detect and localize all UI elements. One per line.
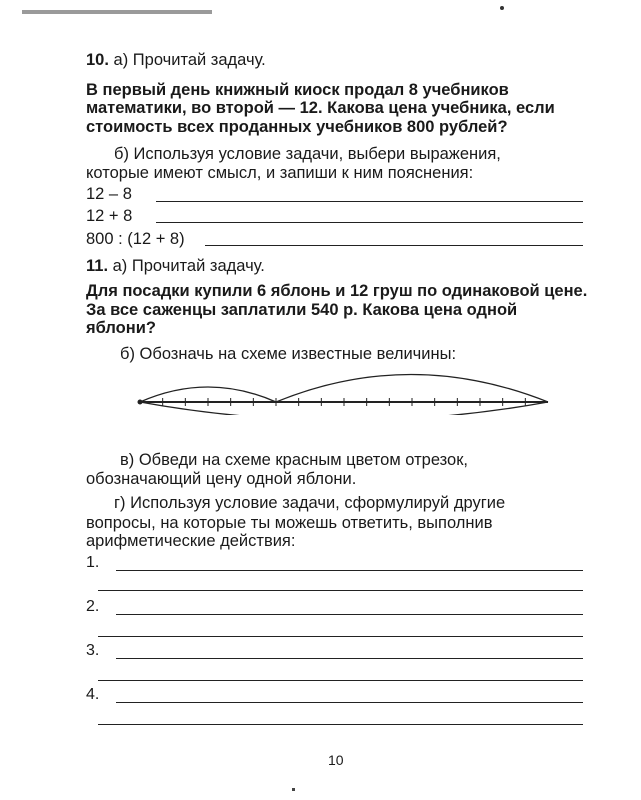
- task10-number: 10.: [86, 51, 109, 69]
- expression-1: 12 – 8: [86, 185, 132, 203]
- page-number: 10: [328, 752, 344, 768]
- question-number-3: 3.: [86, 642, 100, 659]
- task11-number: 11.: [86, 257, 109, 275]
- task10-problem-line-1: В первый день книжный киоск продал 8 учебников: [86, 81, 509, 99]
- top-decorative-rule: [22, 10, 212, 14]
- task10-problem-line-3: стоимость всех проданных учебников 800 рублей?: [86, 118, 508, 136]
- question-4-line-b[interactable]: [98, 724, 583, 725]
- task10-part-b-line-2: которые имеют смысл, и запиши к ним пояснения:: [86, 164, 474, 182]
- task11-part-g-line-1: г) Используя условие задачи, сформулируй другие: [114, 494, 506, 512]
- expression-2: 12 + 8: [86, 207, 133, 225]
- question-4-line-a[interactable]: [116, 702, 583, 703]
- answer-line-expression-3[interactable]: [205, 245, 583, 246]
- question-1-line-b[interactable]: [98, 590, 583, 591]
- task11-problem-line-2: За все саженцы заплатили 540 р. Какова цена одной: [86, 301, 518, 319]
- scheme-start-point: [138, 400, 143, 405]
- question-number-1: 1.: [86, 554, 100, 571]
- task11-part-g-line-3: арифметические действия:: [86, 532, 296, 550]
- page-speck: [500, 6, 504, 10]
- task11-problem-line-3: яблони?: [86, 319, 156, 337]
- bottom-speck: [292, 788, 295, 791]
- expression-3: 800 : (12 + 8): [86, 230, 185, 248]
- task10-problem-line-2: математики, во второй — 12. Какова цена учебника, если: [86, 99, 555, 117]
- task11-part-b: б) Обозначь на схеме известные величины:: [120, 345, 457, 363]
- question-number-4: 4.: [86, 686, 100, 703]
- question-number-2: 2.: [86, 598, 100, 615]
- question-2-line-a[interactable]: [116, 614, 583, 615]
- task10-part-b-line-1: б) Используя условие задачи, выбери выражения,: [114, 145, 501, 163]
- task10-header: [86, 50, 606, 70]
- question-3-line-a[interactable]: [116, 658, 583, 659]
- task11-part-g-line-2: вопросы, на которые ты можешь ответить, выполнив: [86, 514, 493, 532]
- segment-scheme[interactable]: [130, 365, 560, 415]
- scheme-pears-arc: [276, 375, 548, 403]
- task11-part-v-line-1: в) Обведи на схеме красным цветом отрезок,: [120, 451, 468, 469]
- task11-part-v-line-2: обозначающий цену одной яблони.: [86, 470, 357, 488]
- task11-header: [86, 256, 606, 276]
- task11-part-a: а) Прочитай задачу.: [112, 257, 265, 275]
- task11-problem-line-1: Для посадки купили 6 яблонь и 12 груш по одинаковой цене.: [86, 282, 588, 300]
- question-1-line-a[interactable]: [116, 570, 583, 571]
- question-3-line-b[interactable]: [98, 680, 583, 681]
- question-2-line-b[interactable]: [98, 636, 583, 637]
- answer-line-expression-1[interactable]: [156, 201, 583, 202]
- task10-part-a: а) Прочитай задачу.: [113, 51, 266, 69]
- answer-line-expression-2[interactable]: [156, 222, 583, 223]
